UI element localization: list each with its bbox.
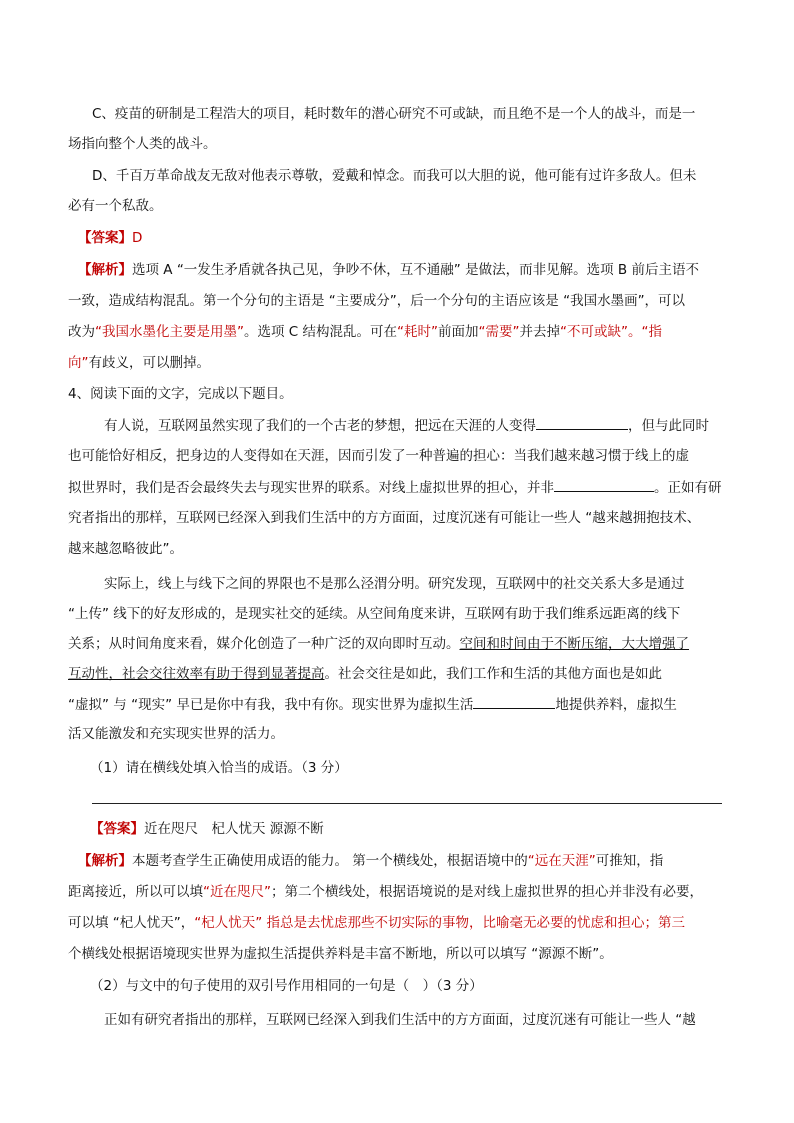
analysis-2-text: ；第二个横线处，根据语境说的是对线上虚拟世界的担心并非没有必要，	[271, 884, 703, 900]
option-d-line-1: D、千百万革命战友无敌对他表示尊敬，爱戴和悼念。而我可以大胆的说，他可能有过许多敌人。但未	[92, 168, 697, 184]
passage-text: 关系；从时间角度来看，媒介化创造了一种广泛的双向即时互动。	[68, 636, 460, 652]
analysis-1-line-4	[68, 353, 210, 373]
underlined-sentence: 空间和时间由于不断压缩，大大增强了	[459, 636, 689, 652]
analysis-1-text: 。选项 C 结构混乱。可在	[244, 324, 398, 340]
answer-tag: 【答案】	[78, 230, 132, 246]
passage-text: 拟世界时，我们是否会最终失去与现实世界的联系。对线上虚拟世界的担心，并非	[68, 480, 554, 496]
answer-tag: 【答案】	[90, 821, 144, 837]
passage-p1-line-1	[104, 415, 709, 436]
passage-text: 有人说，互联网虽然实现了我们的一个古老的梦想，把远在天涯的人变得	[104, 418, 536, 434]
answer-line[interactable]	[92, 803, 722, 804]
passage-p2-line-2: “上传” 线下的好友形成的，是现实社交的延续。从空间角度来讲，互联网有助于我们维系远距离的线下	[68, 606, 681, 622]
passage-text: 地提供养料，虚拟生	[555, 697, 677, 713]
sub-question-2-stem: 正如有研究者指出的那样，互联网已经深入到我们生活中的方方面面，过度沉迷有可能让一些人 “越	[104, 1012, 696, 1028]
passage-p2-line-5	[68, 694, 677, 715]
analysis-2-line-1	[78, 851, 663, 871]
fill-blank-1[interactable]	[536, 415, 628, 430]
analysis-1-text-1: 选项 A “一发生矛盾就各执己见，争吵不休，互不通融” 是做法，而非见解。选项 B 前后主语不	[132, 262, 699, 278]
analysis-1-text: 改为	[68, 324, 95, 340]
option-d-line-2: 必有一个私敌。	[68, 198, 163, 214]
analysis-1-quote: 。“指	[628, 324, 663, 340]
analysis-1-quote: “需要”	[478, 324, 520, 340]
passage-p1-line-2: 也可能恰好相反，把身边的人变得如在天涯，因而引发了一种普遍的担心：当我们越来越习惯于线上的虚	[68, 448, 689, 464]
fill-blank-2[interactable]	[554, 477, 654, 492]
answer-value: 近在咫尺 杞人忧天 源源不断	[144, 821, 324, 837]
analysis-2-text: 距离接近，所以可以填	[68, 884, 203, 900]
analysis-2-line-3	[68, 913, 685, 933]
analysis-2-line-4: 个横线处根据语境现实世界为虚拟生活提供养料是丰富不断地，所以可以填写 “源源不断”。	[68, 946, 613, 962]
passage-p2-line-1: 实际上，线上与线下之间的界限也不是那么泾渭分明。研究发现，互联网中的社交关系大多是通过	[104, 576, 685, 592]
passage-text: ，但与此同时	[628, 418, 709, 434]
passage-p2-line-6: 活又能激发和充实现实世界的活力。	[68, 726, 284, 742]
analysis-1-quote: “不可或缺”	[560, 324, 629, 340]
analysis-2-text: 可以填 “杞人忧天”，	[68, 915, 195, 931]
sub-question-2: （2）与文中的句子使用的双引号作用相同的一句是（ ）（3 分）	[90, 978, 483, 994]
answer-1	[78, 228, 142, 248]
sub-question-1: （1）请在横线处填入恰当的成语。（3 分）	[90, 760, 348, 776]
analysis-1-quote: “耗时”	[397, 324, 439, 340]
passage-p1-line-5: 越来越忽略彼此”。	[68, 541, 183, 557]
analysis-1-quote: 向”	[68, 355, 89, 371]
passage-p2-line-3	[68, 634, 689, 654]
analysis-1-text: 前面加	[438, 324, 479, 340]
analysis-2-quote: “远在天涯”	[527, 853, 596, 869]
analysis-2-text: 可推知，指	[595, 853, 664, 869]
answer-value: D	[132, 230, 143, 246]
answer-2	[90, 819, 324, 839]
passage-p2-line-4	[68, 664, 662, 684]
underlined-sentence: 互动性，社会交往效率有助于得到显著提高	[68, 666, 325, 682]
analysis-1-line-3	[68, 322, 662, 342]
fill-blank-3[interactable]	[473, 694, 555, 709]
option-c-line-2: 场指向整个人类的战斗。	[68, 136, 217, 152]
passage-text: “虚拟” 与 “现实” 早已是你中有我，我中有你。现实世界为虚拟生活	[68, 697, 474, 713]
question-4-title: 4、阅读下面的文字，完成以下题目。	[68, 386, 293, 402]
analysis-tag: 【解析】	[78, 262, 132, 278]
analysis-2-quote: “杞人忧天” 指总是去忧虑那些不切实际的事物，比喻毫无必要的忧虑和担心；第三	[194, 915, 686, 931]
analysis-2-line-2	[68, 882, 703, 902]
analysis-2-text: 本题考查学生正确使用成语的能力。 第一个横线处，根据语境中的	[132, 853, 528, 869]
passage-text: 。社会交往是如此，我们工作和生活的其他方面也是如此	[324, 666, 662, 682]
analysis-2-quote: “近在咫尺”	[203, 884, 271, 900]
analysis-1-quote: “我国水墨化主要是用墨”	[95, 324, 244, 340]
analysis-1-text: 有歧义，可以删掉。	[88, 355, 210, 371]
analysis-1-text: 并去掉	[519, 324, 561, 340]
analysis-1-line-2: 一致，造成结构混乱。第一个分句的主语是 “主要成分”，后一个分句的主语应该是 “我国水墨画”，可以	[68, 293, 686, 309]
passage-text: 。正如有研	[654, 480, 722, 496]
passage-p1-line-3	[68, 477, 722, 498]
passage-p1-line-4: 究者指出的那样，互联网已经深入到我们生活中的方方面面，过度沉迷有可能让一些人 “越来越拥抱技术、	[68, 510, 701, 526]
option-c-line-1: C、疫苗的研制是工程浩大的项目，耗时数年的潜心研究不可或缺，而且绝不是一个人的战斗，而是一	[92, 106, 696, 122]
analysis-1-line-1	[78, 260, 699, 280]
analysis-tag: 【解析】	[78, 853, 132, 869]
